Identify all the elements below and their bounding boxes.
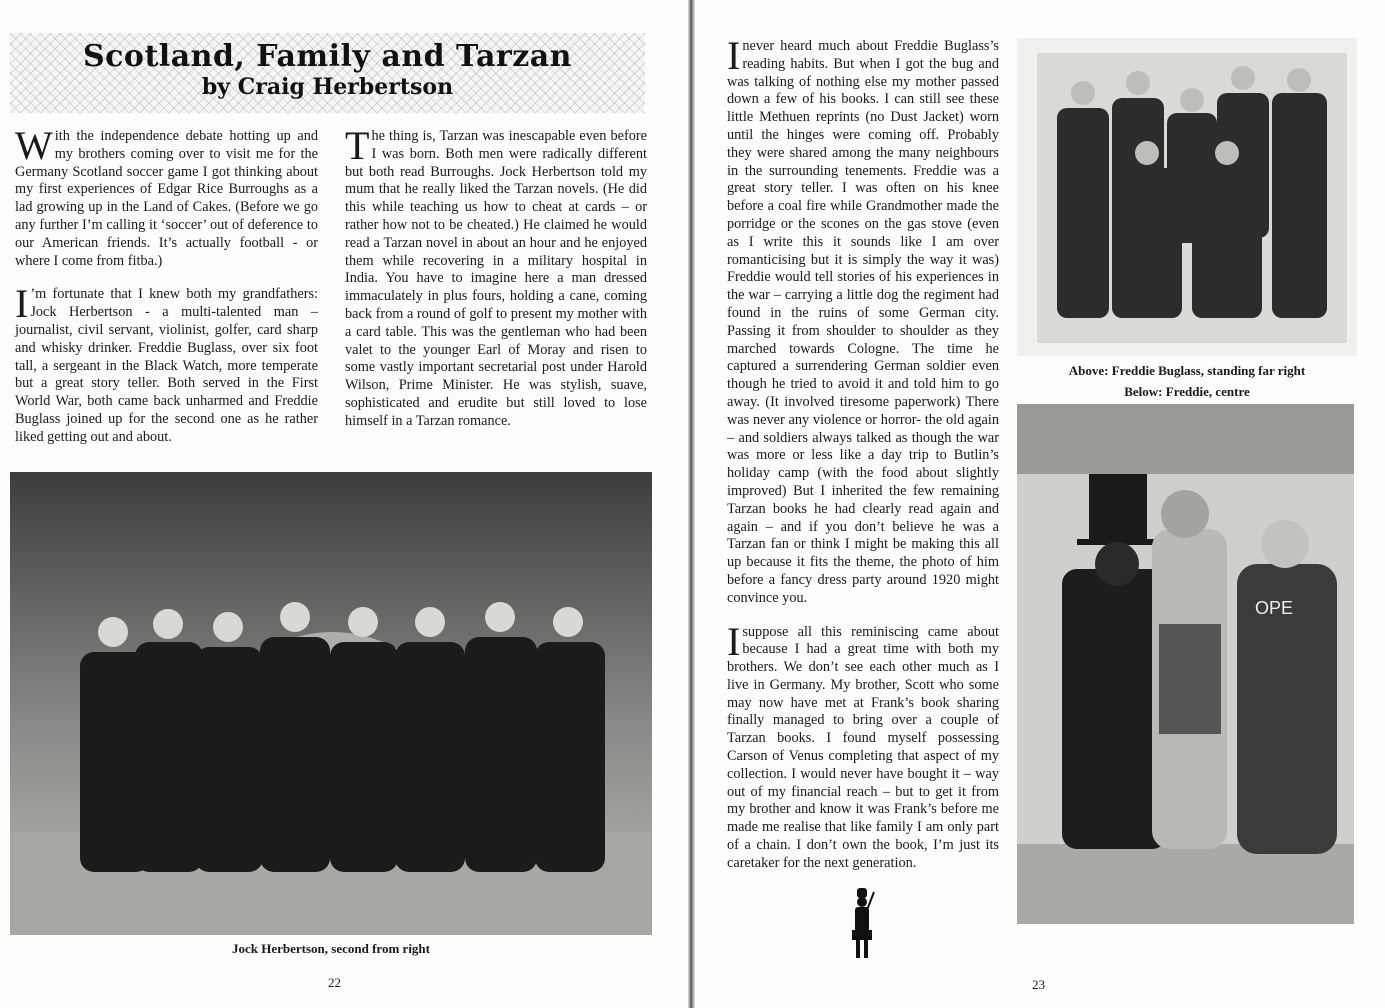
paragraph xyxy=(345,123,647,431)
fancy-dress-photo-image xyxy=(1017,404,1354,924)
left-page xyxy=(0,0,690,1008)
fancy-dress-photo-caption: Below: Freddie, centre xyxy=(1124,384,1250,399)
paragraph xyxy=(15,123,318,270)
drop-cap: I xyxy=(727,618,741,664)
band-photo-caption: Jock Herbertson, second from right xyxy=(232,941,430,956)
page-number-right: 23 xyxy=(1032,977,1045,992)
title-banner xyxy=(10,33,645,113)
band-photo xyxy=(10,472,652,935)
band-photo-image xyxy=(10,472,652,935)
right-column xyxy=(727,33,999,889)
paragraph xyxy=(727,33,999,608)
bagpiper-icon xyxy=(847,882,875,960)
svg-text:OPE: OPE xyxy=(1255,598,1294,618)
article-title: Scotland, Family and Tarzan xyxy=(83,39,572,74)
paragraph-text: suppose all this reminiscing came about because I had a great time with both my brothers. We don’t see each other much as I live in Germany. My brother, Scott who some may now have met at Frank’s book sharing finally managed to bring over a couple of Tarzan books. I found myself possessing Carson of Venus completing that aspect of my collection. I would never have bought it – way out of my financial reach – but to get it from my brother and know it was Frank’s before me made me realise that like family I am only part of a chain. I don’t own the book, I’m just its caretaker for the next generation. xyxy=(727,623,999,871)
paragraph xyxy=(727,618,999,873)
page-number-left: 22 xyxy=(328,975,341,990)
book-spine xyxy=(688,0,695,1008)
soldiers-photo xyxy=(1017,38,1357,356)
drop-cap: I xyxy=(727,33,741,78)
drop-cap: W xyxy=(15,123,53,168)
paragraph-text: never heard much about Freddie Buglass’s reading habits. But when I got the bug and was talking of nothing else my mother passed down a few of his books. I can still see these little Methuen reprints (no Dust Jacket) worn until the hinges were coming off. Probably they were shared among the many neighbours in the surrounding tenements. Freddie was a great story teller. I was often on his knee before a coal fire while Grandmother made the porridge or the scones on the gas stove (even as I write this it sounds like I am over romanticising but it is simply the way it was) Freddie would tell stories of his experiences in the war – carrying a little dog the regiment had found in the ruins of some German city. Passing it from shoulder to shoulder as they marched towards Cologne. The time he captured a surrendering German soldier even though he tried to avoid it and told him to go away. (It involved tiresome paperwork) There was never any violence or horror- the old again – and soldiers always talked as though the war was more or less like a day trip to Butlin’s holiday camp (with the food about slightly improved) But I inherited the few remaining Tarzan books he had clearly read again and again – and if you don’t believe he was a Tarzan fan or think I might be making this all up because it fits the theme, the photo of him before a fancy dress party around 1920 might convince you. xyxy=(727,38,999,606)
fancy-dress-photo xyxy=(1017,404,1354,924)
right-page xyxy=(695,0,1385,1008)
paragraph-text: ith the independence debate hotting up and my brothers coming over to visit me for the Germany Scotland soccer game I got thinking about my first experiences of Edgar Rice Burroughs as a lad growing up in the Land of Cakes. (Before we go any further I’m calling it ‘soccer’ out of deference to our American friends. It’s actually football - or where I come from fitba.) xyxy=(15,128,318,269)
drop-cap: T xyxy=(345,123,370,168)
soldiers-photo-image xyxy=(1017,38,1357,356)
paragraph-text: ’m fortunate that I knew both my grandfathers: Jock Herbertson - a multi-talented man – journalist, civil servant, violinist, golfer, card sharp and whisky drinker. Freddie Buglass, over six foot tall, a sergeant in the Black Watch, more temperate but a great story teller. Both served in the First World War, both came back unharmed and Freddie Buglass joined up for the second one as he rather liked getting out and about. xyxy=(15,286,318,445)
paragraph xyxy=(15,281,318,446)
soldiers-photo-caption: Above: Freddie Buglass, standing far right xyxy=(1068,363,1306,378)
paragraph-text: he thing is, Tarzan was inescapable even before I was born. Both men were radically different but both read Burroughs. Jock Herbertson told my mum that he really liked the Tarzan novels. (He did this while teaching us how to cheat at cards – or rather how not to be cheated.) He claimed he would read a Tarzan novel in about an hour and he enjoyed them while recovering in a military hospital in India. You have to imagine here a man dressed immaculately in plus fours, holding a cane, coming back from a round of golf to present my mother with a card table. This was the gentleman who had been valet to the younger Earl of Moray and risen to some vastly important secretarial post under Harold Wilson, Prime Minister. He was stylish, suave, sophisticated and erudite but still loved to lose himself in a Tarzan romance. xyxy=(345,128,647,429)
article-byline: by Craig Herbertson xyxy=(201,74,454,100)
left-column-2 xyxy=(345,123,647,447)
left-column-1 xyxy=(15,123,318,463)
drop-cap: I xyxy=(15,281,29,327)
